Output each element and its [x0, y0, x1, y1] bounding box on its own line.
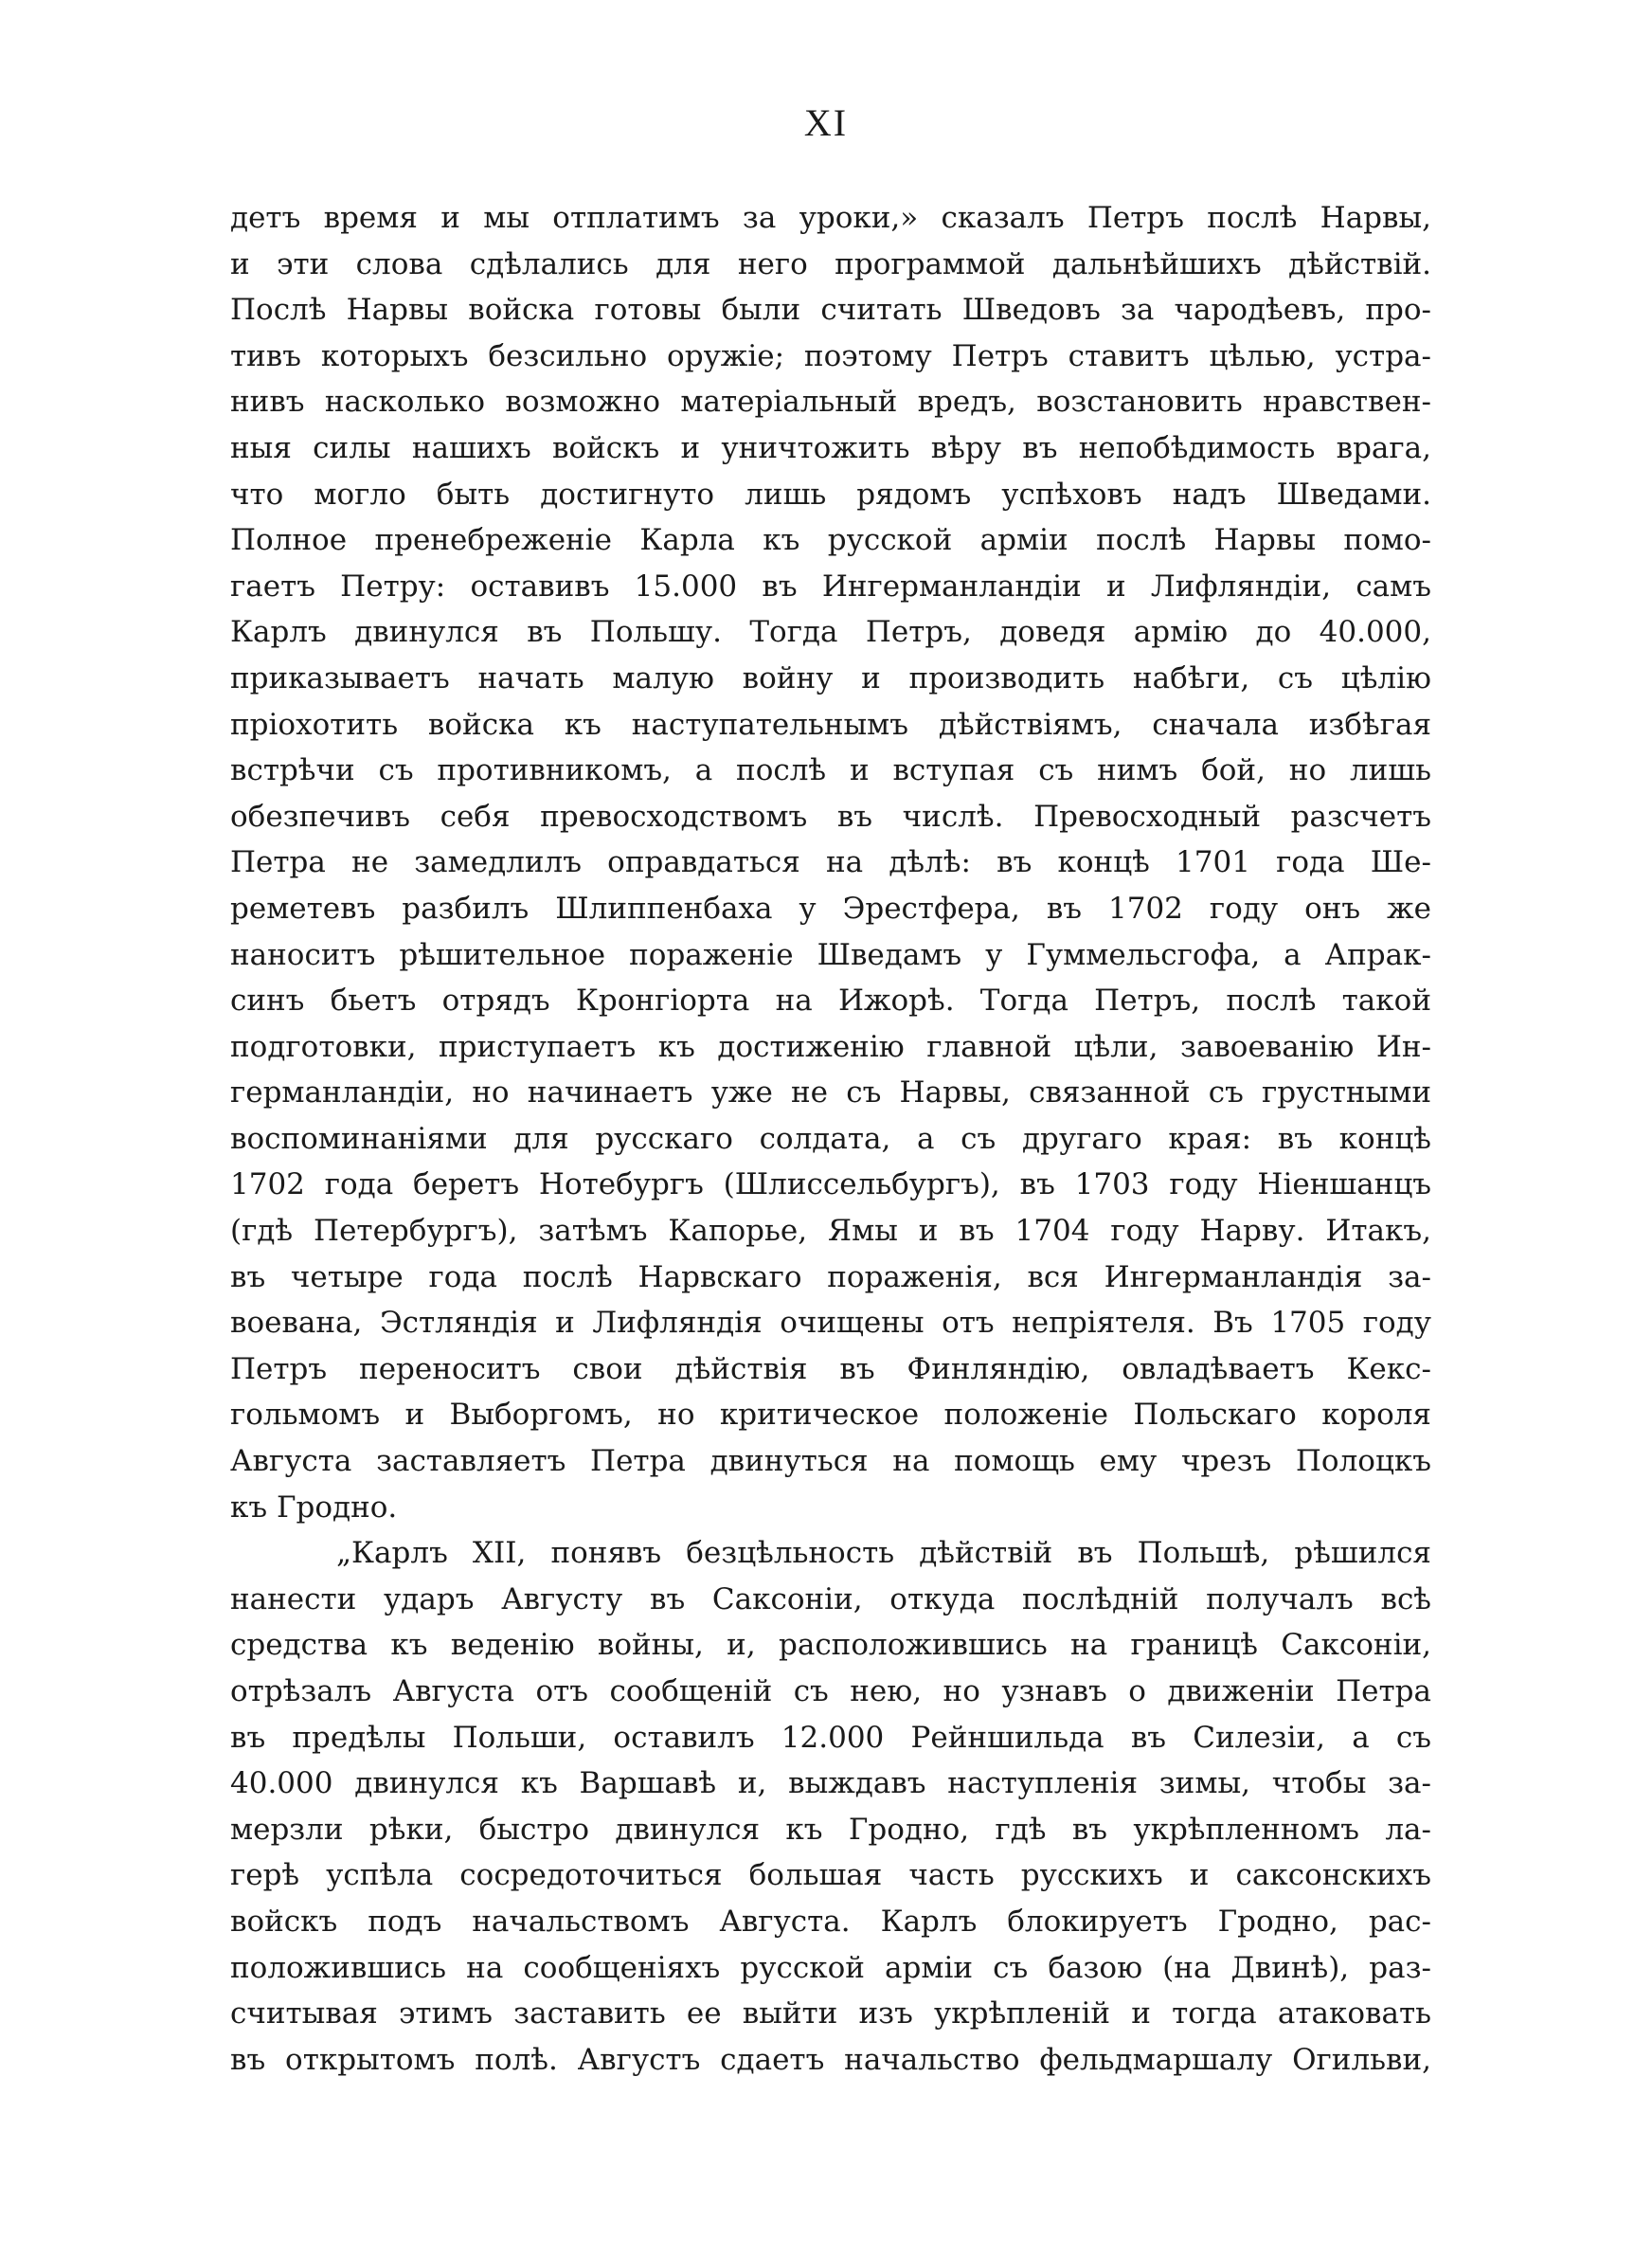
text-line: детъ время и мы отплатимъ за уроки,» сказалъ Петръ послѣ Нарвы, [230, 201, 1431, 235]
text-line: Послѣ Нарвы войска готовы были считать Шведовъ за чародѣевъ, про- [230, 293, 1431, 328]
text-line: мерзли рѣки, быстро двинулся къ Гродно, гдѣ въ укрѣпленномъ ла- [230, 1812, 1431, 1847]
text-line: наноситъ рѣшительное пораженіе Шведамъ у Гуммельсгофа, а Апрак- [230, 937, 1431, 972]
text-line: Полное пренебреженіе Карла къ русской арміи послѣ Нарвы помо- [230, 523, 1431, 558]
text-line: Петръ переноситъ свои дѣйствія въ Финляндію, овладѣваетъ Кекс- [230, 1351, 1431, 1386]
text-line: пріохотить войска къ наступательнымъ дѣйствіямъ, сначала избѣгая [230, 707, 1431, 742]
text-line: воевана, Эстляндія и Лифляндія очищены отъ непріятеля. Въ 1705 году [230, 1306, 1431, 1341]
text-line: воспоминаніями для русскаго солдата, а съ другаго края: въ концѣ [230, 1121, 1431, 1156]
text-line: въ четыре года послѣ Нарвскаго пораженія, вся Ингерманландія за- [230, 1259, 1431, 1294]
text-line: отрѣзалъ Августа отъ сообщеній съ нею, но узнавъ о движеніи Петра [230, 1674, 1431, 1708]
text-line: нивъ насколько возможно матеріальный вредъ, возстановить нравствен- [230, 385, 1431, 420]
text-line: тивъ которыхъ безсильно оружіе; поэтому Петръ ставитъ цѣлью, устра- [230, 338, 1431, 373]
text-line: къ Гродно. [230, 1490, 398, 1525]
text-line: гольмомъ и Выборгомъ, но критическое положеніе Польскаго короля [230, 1398, 1431, 1433]
paragraph-2 [230, 1530, 1431, 2083]
text-line: обезпечивъ себя превосходствомъ въ числѣ. Превосходный разсчетъ [230, 799, 1431, 834]
text-line: ныя силы нашихъ войскъ и уничтожить вѣру въ непобѣдимость врага, [230, 430, 1431, 465]
text-line: въ предѣлы Польши, оставилъ 12.000 Рейншильда въ Силезіи, а съ [230, 1720, 1431, 1755]
text-line: 1702 года беретъ Нотебургъ (Шлиссельбургъ), въ 1703 году Ніеншанцъ [230, 1167, 1431, 1202]
text-line: Петра не замедлилъ оправдаться на дѣлѣ: въ концѣ 1701 года Ше- [230, 845, 1431, 880]
text-line: что могло быть достигнуто лишь рядомъ успѣховъ надъ Шведами. [230, 477, 1431, 512]
text-line: встрѣчи съ противникомъ, а послѣ и вступая съ нимъ бой, но лишь [230, 753, 1431, 788]
page-number: XI [803, 101, 849, 144]
text-line: нанести ударъ Августу въ Саксоніи, откуда послѣдній получалъ всѣ [230, 1581, 1431, 1616]
text-line: войскъ подъ начальствомъ Августа. Карлъ блокируетъ Гродно, рас- [230, 1904, 1431, 1939]
text-line: синъ бьетъ отрядъ Кронгіорта на Ижорѣ. Тогда Петръ, послѣ такой [230, 984, 1431, 1019]
text-line: подготовки, приступаетъ къ достиженію главной цѣли, завоеванію Ин- [230, 1029, 1431, 1064]
text-line: положившись на сообщеніяхъ русской арміи съ базою (на Двинѣ), раз- [230, 1950, 1431, 1985]
main-text [230, 195, 1431, 2083]
paragraph-1 [230, 195, 1431, 1530]
text-line: „Карлъ XII, понявъ безцѣльность дѣйствій въ Польшѣ, рѣшился [336, 1536, 1431, 1571]
text-line: въ открытомъ полѣ. Августъ сдаетъ начальство фельдмаршалу Огильви, [230, 2042, 1431, 2077]
text-line: реметевъ разбилъ Шлиппенбаха у Эрестфера, въ 1702 году онъ же [230, 891, 1431, 926]
text-line: считывая этимъ заставить ее выйти изъ укрѣпленій и тогда атаковать [230, 1996, 1431, 2031]
text-line: приказываетъ начать малую войну и производить набѣги, съ цѣлію [230, 660, 1431, 695]
text-line: средства къ веденію войны, и, расположившись на границѣ Саксоніи, [230, 1628, 1431, 1663]
text-line: и эти слова сдѣлались для него программой дальнѣйшихъ дѣйствій. [230, 246, 1431, 281]
text-line: германландіи, но начинаетъ уже не съ Нарвы, связанной съ грустными [230, 1075, 1431, 1110]
text-line: гаетъ Петру: оставивъ 15.000 въ Ингерманландіи и Лифляндіи, самъ [230, 569, 1431, 604]
text-line: 40.000 двинулся къ Варшавѣ и, выждавъ наступленія зимы, чтобы за- [230, 1766, 1431, 1801]
text-line: герѣ успѣла сосредоточиться большая часть русскихъ и саксонскихъ [230, 1858, 1431, 1893]
text-line: Карлъ двинулся въ Польшу. Тогда Петръ, доведя армію до 40.000, [230, 615, 1431, 650]
text-line: Августа заставляетъ Петра двинуться на помощь ему чрезъ Полоцкъ [230, 1444, 1431, 1479]
text-line: (гдѣ Петербургъ), затѣмъ Капорье, Ямы и въ 1704 году Нарву. Итакъ, [230, 1214, 1431, 1249]
